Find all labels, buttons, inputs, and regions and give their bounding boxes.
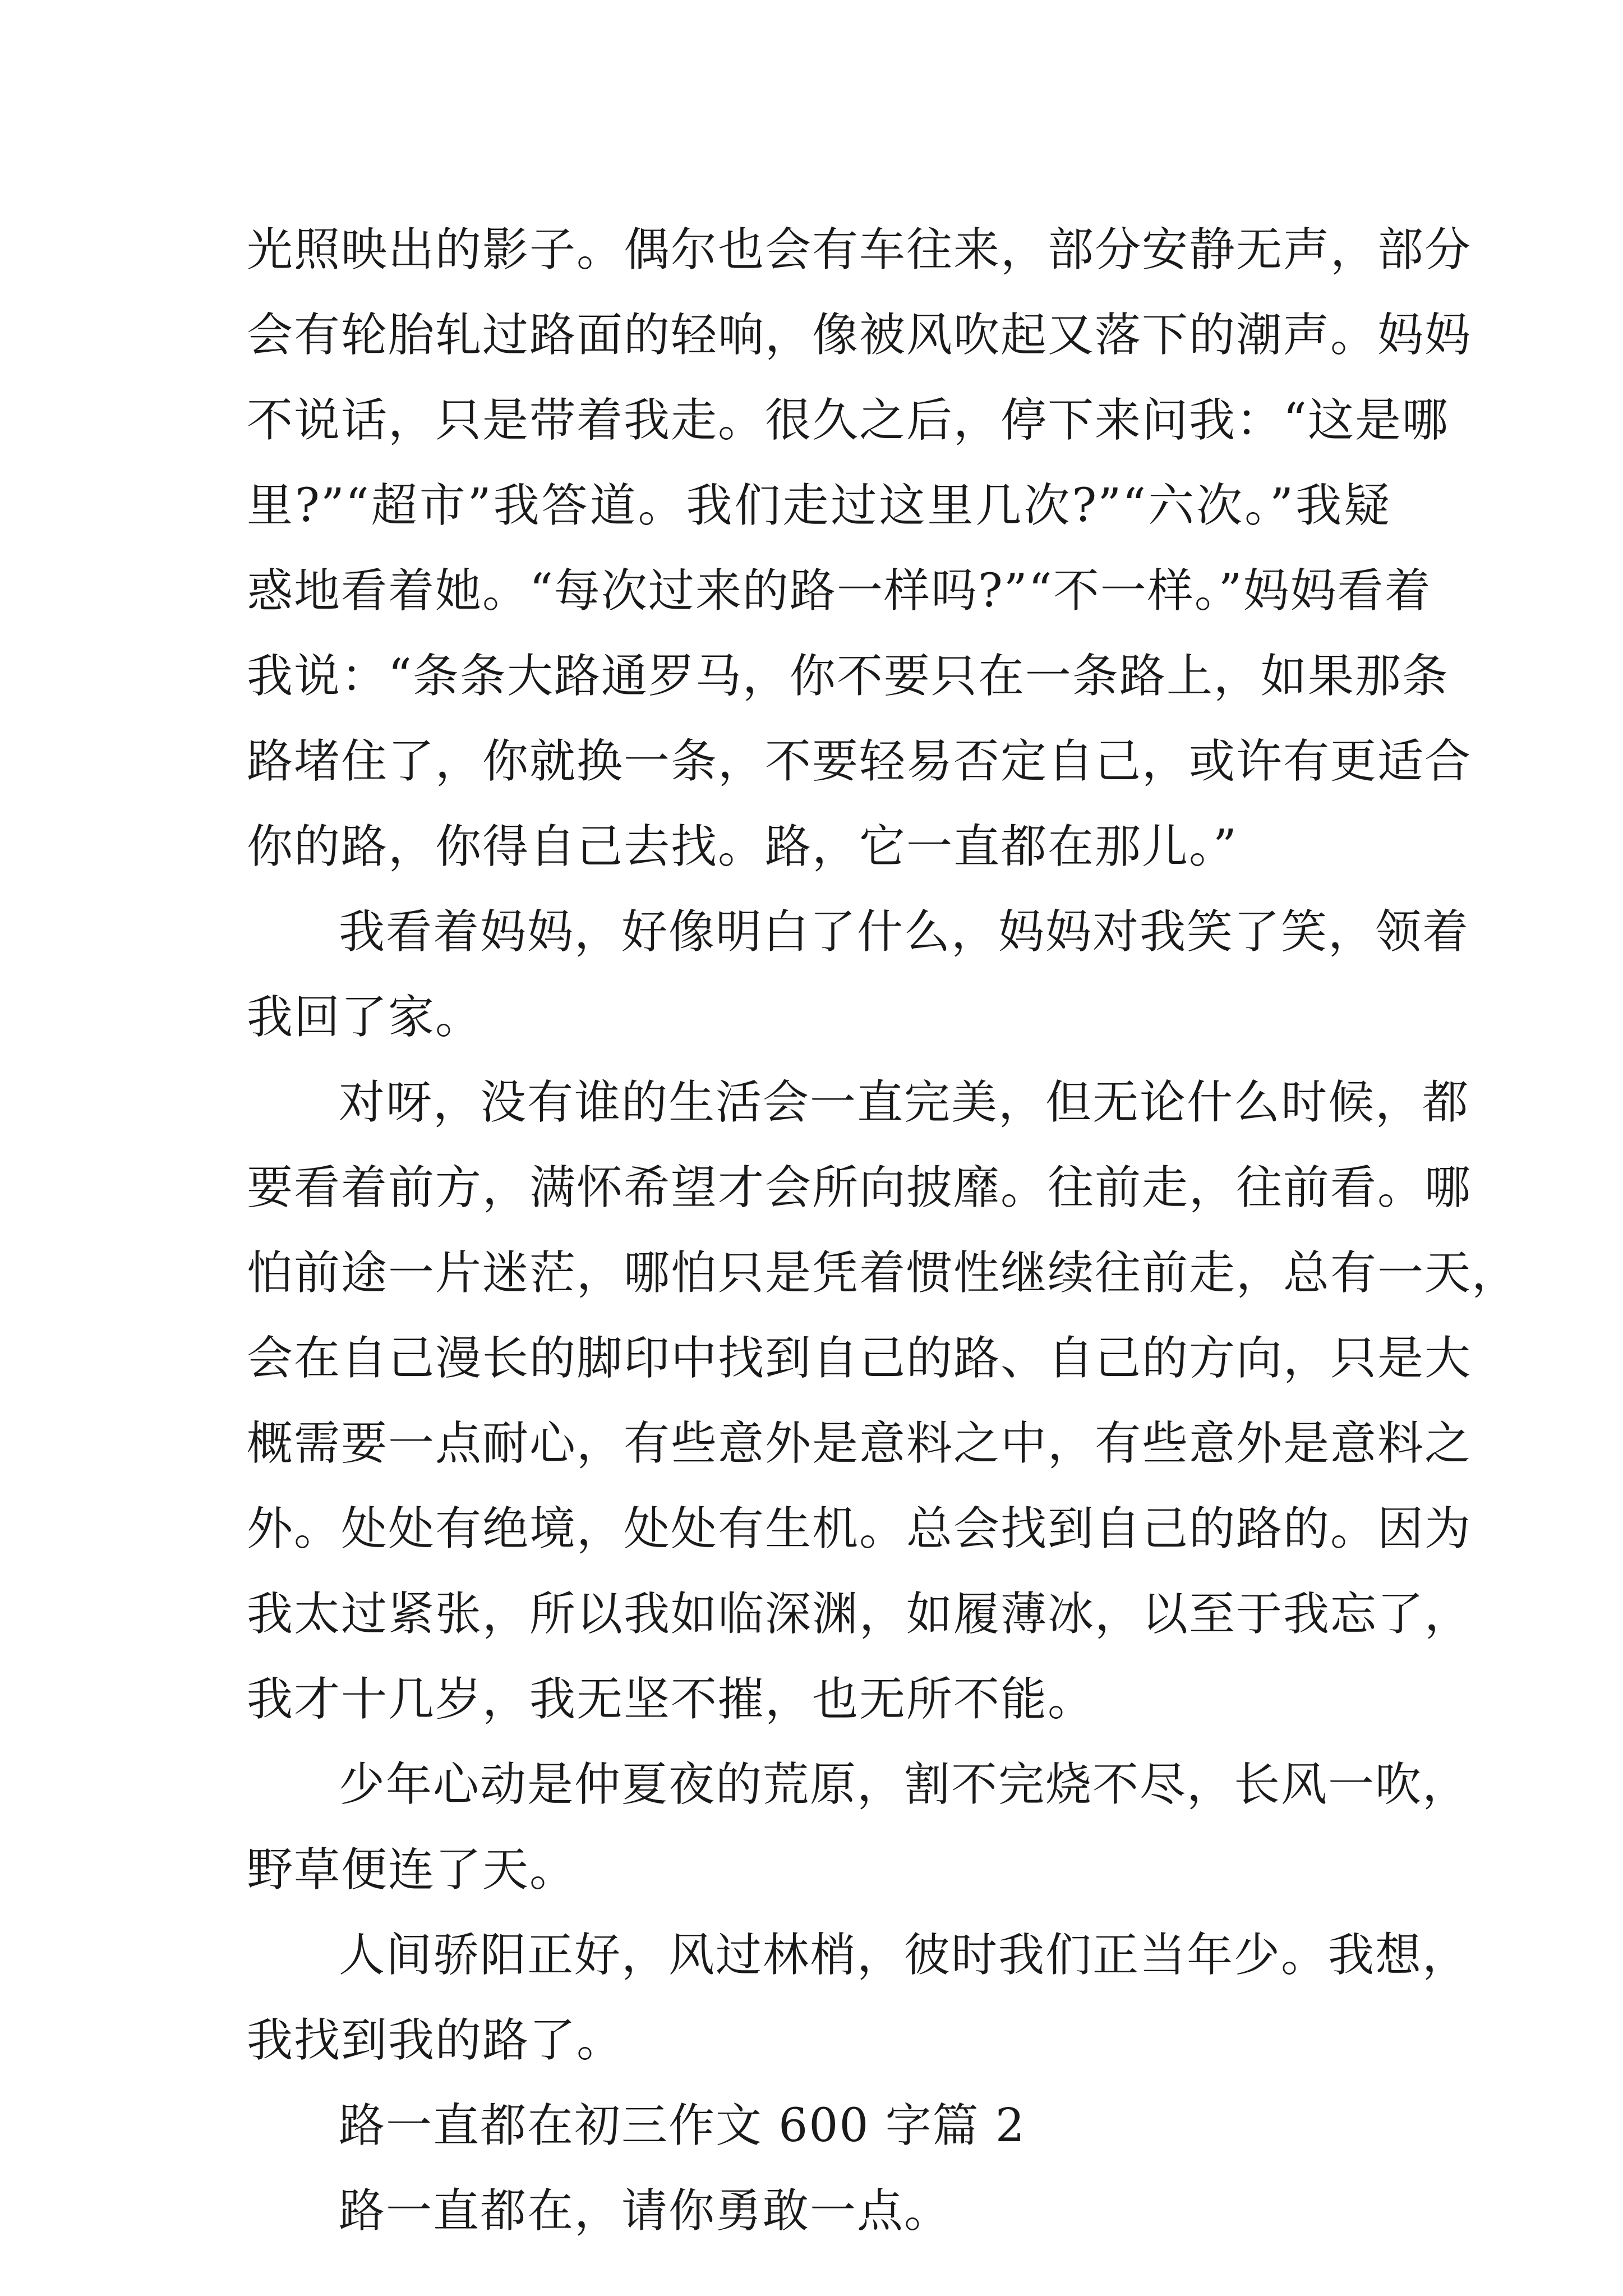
text-line: 少年心动是仲夏夜的荒原，割不完烧不尽，长风一吹， bbox=[339, 1758, 1470, 1811]
text-line: 野草便连了天。 bbox=[247, 1843, 577, 1897]
text-line: 你的路，你得自己去找。路，它一直都在那儿。” bbox=[247, 820, 1238, 873]
text-line: 路一直都在，请你勇敢一点。 bbox=[339, 2184, 952, 2238]
text-line: 我太过紧张，所以我如临深渊，如履薄冰，以至于我忘了， bbox=[247, 1588, 1472, 1641]
text-line: 惑地看着她。“每次过来的路一样吗?”“不一样。”妈妈看着 bbox=[247, 564, 1432, 618]
text-line: 我找到我的路了。 bbox=[247, 2014, 624, 2067]
text-line: 人间骄阳正好，风过林梢，彼时我们正当年少。我想， bbox=[339, 1929, 1470, 1982]
text-line: 概需要一点耐心，有些意外是意料之中，有些意外是意料之 bbox=[247, 1417, 1472, 1470]
text-line: 路堵住了，你就换一条，不要轻易否定自己，或许有更适合 bbox=[247, 735, 1472, 788]
text-line: 要看着前方，满怀希望才会所向披靡。往前走，往前看。哪 bbox=[247, 1161, 1472, 1214]
text-line: 光照映出的影子。偶尔也会有车往来，部分安静无声，部分 bbox=[247, 223, 1472, 277]
text-line: 怕前途一片迷茫，哪怕只是凭着惯性继续往前走，总有一天， bbox=[247, 1246, 1519, 1300]
text-line: 我回了家。 bbox=[247, 991, 483, 1044]
document-page bbox=[247, 208, 1519, 2254]
text-line: 里?”“超市”我答道。我们走过这里几次?”“六次。”我疑 bbox=[247, 479, 1391, 532]
text-line: 会有轮胎轧过路面的轻响，像被风吹起又落下的潮声。妈妈 bbox=[247, 309, 1472, 362]
text-line: 我看着妈妈，好像明白了什么，妈妈对我笑了笑，领着 bbox=[339, 905, 1470, 959]
text-line: 我才十几岁，我无坚不摧，也无所不能。 bbox=[247, 1673, 1095, 1726]
text-line: 路一直都在初三作文 600 字篇 2 bbox=[339, 2099, 1026, 2152]
text-line: 对呀，没有谁的生活会一直完美，但无论什么时候，都 bbox=[339, 1076, 1470, 1129]
text-line: 不说话，只是带着我走。很久之后，停下来问我：“这是哪 bbox=[247, 394, 1449, 447]
text-line: 我说：“条条大路通罗马，你不要只在一条路上，如果那条 bbox=[247, 650, 1449, 703]
text-line: 会在自己漫长的脚印中找到自己的路、自己的方向，只是大 bbox=[247, 1332, 1472, 1385]
text-line: 外。处处有绝境，处处有生机。总会找到自己的路的。因为 bbox=[247, 1502, 1472, 1556]
